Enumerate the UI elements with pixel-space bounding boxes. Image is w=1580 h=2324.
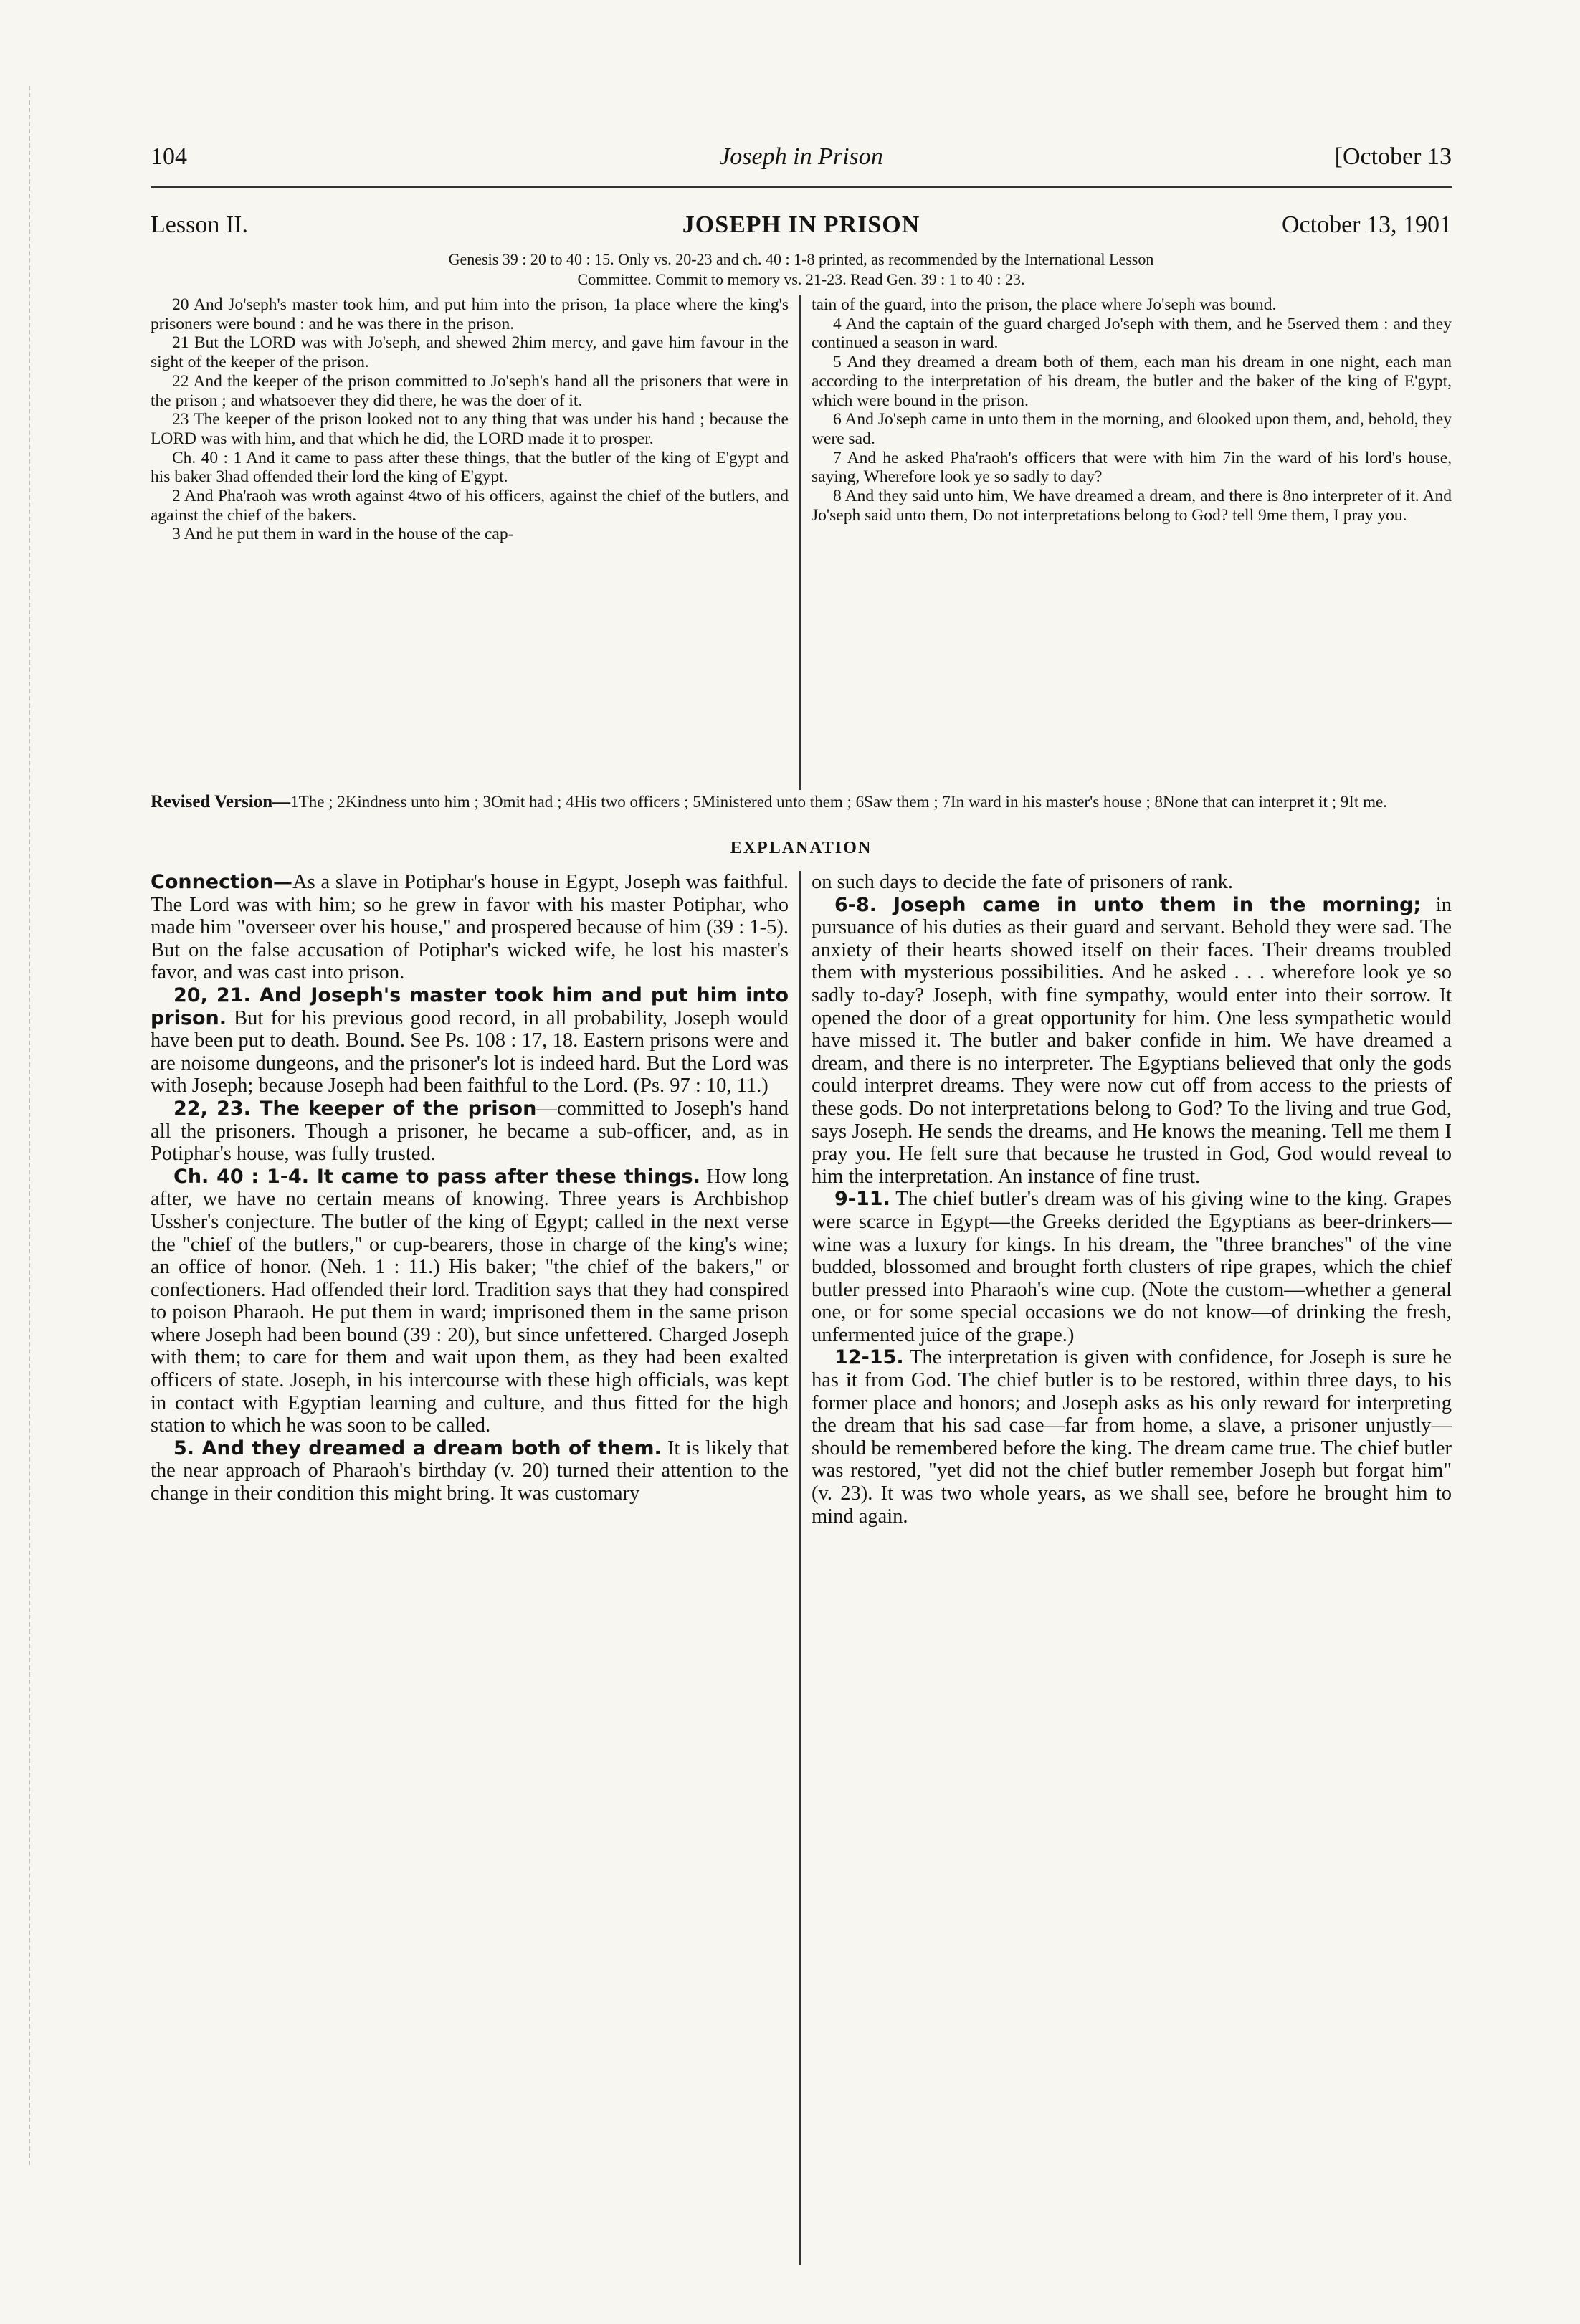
verse: 23 The keeper of the prison looked not to any thing that was under his hand ; because the LORD was with him, and that which he did, the LORD made it to prosper. [151,410,789,448]
verse: Ch. 40 : 1 And it came to pass after these things, that the butler of the king of E'gypt and his baker 3had offended their lord the king of E'gypt. [151,448,789,487]
header-date: [October 13 [1334,143,1452,170]
verse: 6 And Jo'seph came in unto them in the morning, and 6looked upon them, and, behold, they were sad. [812,410,1452,448]
verse: tain of the guard, into the prison, the place where Jo'seph was bound. [812,295,1277,314]
reference-line: Genesis 39 : 20 to 40 : 15. Only vs. 20-23 and ch. 40 : 1-8 printed, as recommended by the International Lesson [448,250,1154,268]
verse: 2 And Pha'raoh was wroth against 4two of his officers, against the chief of the butlers, and against the chief of the bakers. [151,487,789,525]
paragraph-lead: 9-11. [834,1188,890,1211]
lesson-number: Lesson II. [151,211,248,238]
explanation-heading: EXPLANATION [730,839,872,857]
header-rule [151,186,1452,188]
explanation-paragraph: 9-11. The chief butler's dream was of his giving wine to the king. Grapes were scarce in Egypt—the Greeks derided the Egyptians as beer-drinkers—wine was a luxury for kings. In his dream, the "three branches" of the vine budded, blossomed and brought forth clusters of ripe grapes, which the chief butler pressed into Pharaoh's wine cup. (Note the custom—whether a general one, or for some special occasions we do not know—of drinking the fresh, unfermented juice of the grape.) [812,1188,1452,1346]
paragraph-lead: Ch. 40 : 1-4. It came to pass after these things. [173,1165,700,1188]
document-page [151,143,1452,2280]
scan-edge-marks [29,86,34,2165]
verse: 5 And they dreamed a dream both of them, each man his dream in one night, each man according to the interpretation of his dream, the butler and the baker of the king of E'gypt, which were bound in the prison. [812,353,1452,410]
revised-version-notes [151,792,1452,811]
explanation-body [151,871,1452,2276]
explanation-paragraph: on such days to decide the fate of prisoners of rank. [812,871,1234,893]
scripture-column-left [151,295,789,544]
explanation-paragraph: 12-15. The interpretation is given with confidence, for Joseph is sure he has it from God. The chief butler is to be restored, within three days, to his former place and honors; and Joseph asks as his only reward for interpreting the dream that his sad case—far from home, a slave, a prisoner unjustly—should be remembered before the king. The dream came true. The chief butler was restored, "yet did not the chief butler remember Joseph but forgat him" (v. 23). It was two whole years, as we shall see, before he brought him to mind again. [812,1346,1452,1528]
verse: 21 But the LORD was with Jo'seph, and shewed 2him mercy, and gave him favour in the sight of the keeper of the prison. [151,333,789,372]
revised-version-label: Revised Version— [151,792,291,811]
verse: 8 And they said unto him, We have dreamed a dream, and there is 8no interpreter of it. And Jo'seph said unto them, Do not interpretations belong to God? tell 9me them, I pray you. [812,487,1452,525]
paragraph-lead: 6-8. Joseph came in unto them in the morning; [834,893,1422,916]
explanation-column-left [151,871,789,1505]
scripture-column-right [812,295,1452,525]
explanation-column-right [812,871,1452,1528]
revised-version-text: 1The ; 2Kindness unto him ; 3Omit had ; 4His two officers ; 5Ministered unto them ; 6Saw them ; 7In ward in his master's house ; 8None that can interpret it ; 9It me. [290,793,1387,811]
paragraph-lead: 20, 21. And Joseph's master took him and put him into prison. [151,984,789,1029]
verse: 20 And Jo'seph's master took him, and put him into the prison, 1a place where the king's prisoners were bound : and he was there in the prison. [151,295,789,333]
verse: 4 And the captain of the guard charged Jo'seph with them, and he 5served them : and they continued a season in ward. [812,314,1452,353]
paragraph-lead: 22, 23. The keeper of the prison [173,1097,537,1120]
verse: 22 And the keeper of the prison committed to Jo'seph's hand all the prisoners that were in the prison ; and whatsoever they did there, he was the doer of it. [151,371,789,410]
running-title: Joseph in Prison [719,143,883,170]
explanation-paragraph: Ch. 40 : 1-4. It came to pass after these things. How long after, we have no certain means of knowing. Three years is Archbishop Ussher's conjecture. The butler of the king of Egypt; called in the next verse the "chief of the butlers," or cup-bearers, those in charge of the king's wine; an office of honor. (Neh. 1 : 11.) His baker; "the chief of the bakers," or confectioners. Had offended their lord. Tradition says that they had conspired to poison Pharaoh. He put them in ward; imprisoned them in the same prison where Joseph had been bound (39 : 20), but since unfettered. Charged Joseph with them; to care for them and wait upon them, as they had been exalted officers of state. Joseph, in his intercourse with these high officials, was kept in contact with Egyptian learning and culture, and thus fitted for the high station to which he was soon to be called. [151,1165,789,1437]
column-divider [799,295,801,790]
explanation-paragraph: 5. And they dreamed a dream both of them. It is likely that the near approach of Pharaoh's birthday (v. 20) turned their attention to the change in their condition this might bring. It was customary [151,1437,789,1505]
explanation-paragraph: Connection—As a slave in Potiphar's house in Egypt, Joseph was faithful. The Lord was with him; so he grew in favor with his master Potiphar, who made him "overseer over his house," and prospered because of him (39 : 1-5). But on the false accusation of Potiphar's wicked wife, he lost his master's favor, and was cast into prison. [151,871,789,984]
explanation-paragraph: 20, 21. And Joseph's master took him and put him into prison. But for his previous good record, in all probability, Joseph would have been put to death. Bound. See Ps. 108 : 17, 18. Eastern prisons were and are noisome dungeons, and the prisoner's lot is indeed hard. But the Lord was with Joseph; because Joseph had been faithful to the Lord. (Ps. 97 : 10, 11.) [151,984,789,1097]
paragraph-lead: Connection— [151,871,293,893]
paragraph-lead: 12-15. [834,1346,904,1369]
scripture-text [151,295,1452,797]
explanation-paragraph: 22, 23. The keeper of the prison—committed to Joseph's hand all the prisoners. Though a prisoner, he became a sub-officer, and, as in Potiphar's house, was fully trusted. [151,1097,789,1166]
paragraph-lead: 5. And they dreamed a dream both of them. [173,1437,662,1459]
lesson-title: JOSEPH IN PRISON [682,211,920,238]
scripture-reference [151,249,1452,290]
verse: 7 And he asked Pha'raoh's officers that were with him 7in the ward of his lord's house, saying, Wherefore look ye so sadly to day? [812,448,1452,487]
column-divider [799,871,801,2265]
verse: 3 And he put them in ward in the house of the cap- [172,525,514,544]
running-header [151,143,1452,186]
explanation-paragraph: 6-8. Joseph came in unto them in the morning; in pursuance of his duties as their guard and servant. Behold they were sad. The anxiety of their hearts showed itself on their faces. Their dreams troubled them with mysterious possibilities. And he asked . . . wherefore look ye so sadly to-day? Joseph, with fine sympathy, would enter into their sorrow. It opened the door of a great opportunity for him. One less sympathetic would have missed it. The butler and baker confide in him. We have dreamed a dream, and there is no interpreter. The Egyptians believed that only the gods could interpret dreams. They were now cut off from access to the priests of these gods. Do not interpretations belong to God? To the living and true God, says Joseph. He sends the dreams, and He knows the meaning. Tell me them I pray you. He felt sure that because he trusted in God, God would reveal to him the interpretation. An instance of fine trust. [812,893,1452,1188]
page-number: 104 [151,143,187,170]
lesson-date: October 13, 1901 [1281,211,1452,238]
reference-line: Committee. Commit to memory vs. 21-23. Read Gen. 39 : 1 to 40 : 23. [577,270,1025,288]
lesson-heading [151,211,1452,247]
